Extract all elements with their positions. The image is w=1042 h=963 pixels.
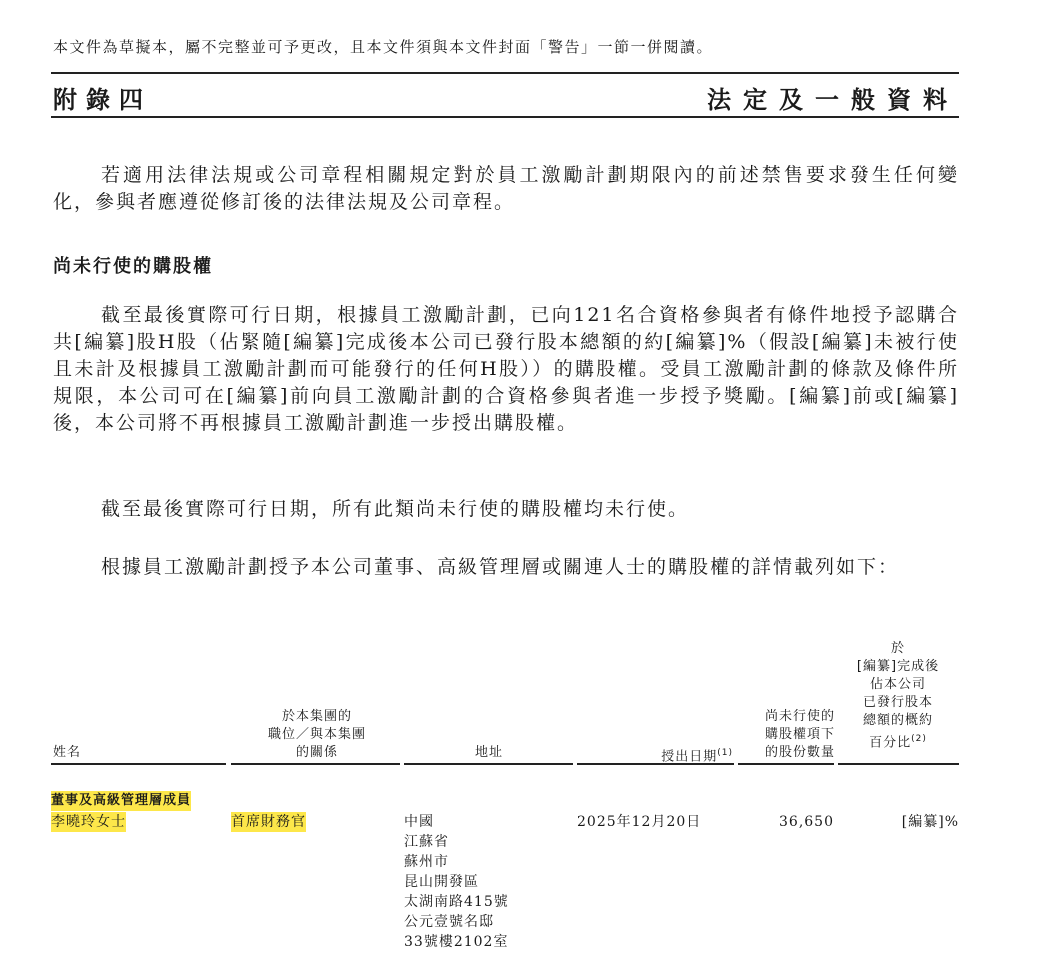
cell-percentage: [編纂]% bbox=[901, 814, 959, 830]
header-underline bbox=[51, 763, 226, 765]
header-underline bbox=[738, 763, 834, 765]
header-rule-top bbox=[51, 72, 959, 74]
section-label: 董事及高級管理層成員 bbox=[51, 791, 191, 811]
header-underline bbox=[231, 763, 400, 765]
paragraph-outstanding-options: 截至最後實際可行日期，根據員工激勵計劃，已向121名合資格參與者有條件地授予認購合共[編纂]股H股（佔緊隨[編纂]完成後本公司已發行股本總額的約[編纂]%（假設[編纂]未被行使且未計及根據員工激勵計劃而可能發行的任何H股））的購股權。受員工激勵計劃的條款及條件所規限，本公司可在[編纂]前向員工激勵計劃的合資格參與者進一步授予獎勵。[編纂]前或[編纂]後，本公司將不再根據員工激勵計劃進一步授出購股權。 bbox=[53, 304, 959, 434]
cell-grant-date: 2025年12月20日 bbox=[577, 814, 702, 830]
paragraph-none-exercised: 截至最後實際可行日期，所有此類尚未行使的購股權均未行使。 bbox=[101, 498, 690, 520]
header-underline bbox=[404, 763, 573, 765]
cell-position: 首席財務官 bbox=[231, 814, 306, 830]
col-header-grant-date: 授出日期$^{(1)}$ bbox=[661, 748, 733, 765]
subheading-outstanding-options: 尚未行使的購股權 bbox=[53, 256, 213, 277]
cell-address: 中國 江蘇省 蘇州市 昆山開發區 太湖南路415號 公元壹號名邸 33號樓2102室 bbox=[404, 814, 509, 950]
cell-name: 李曉玲女士 bbox=[51, 814, 126, 830]
header-underline bbox=[577, 763, 734, 765]
appendix-label: 附錄四 bbox=[53, 86, 152, 114]
paragraph-table-intro: 根據員工激勵計劃授予本公司董事、高級管理層或關連人士的購股權的詳情載列如下： bbox=[101, 556, 900, 578]
col-header-address: 地址 bbox=[474, 745, 503, 760]
col-header-shares: 尚未行使的 購股權項下 的股份數量 bbox=[764, 709, 835, 760]
col-header-position: 於本集團的 職位／與本集團 的關係 bbox=[267, 709, 366, 760]
draft-disclaimer: 本文件為草擬本，屬不完整並可予更改，且本文件須與本文件封面「警告」一節一併閱讀。 bbox=[53, 38, 714, 56]
section-title: 法定及一般資料 bbox=[707, 86, 959, 114]
header-underline bbox=[838, 763, 959, 765]
col-header-percentage: 於 [編纂]完成後 佔本公司 已發行股本 總額的概約 百分比$^{(2)}$ bbox=[856, 641, 940, 751]
cell-shares: 36,650 bbox=[779, 814, 834, 830]
paragraph-lockup-changes: 若適用法律法規或公司章程相關規定對於員工激勵計劃期限內的前述禁售要求發生任何變化，參與者應遵從修訂後的法律法規及公司章程。 bbox=[53, 164, 959, 213]
header-rule-bottom bbox=[51, 116, 959, 118]
col-header-name: 姓名 bbox=[53, 745, 82, 760]
